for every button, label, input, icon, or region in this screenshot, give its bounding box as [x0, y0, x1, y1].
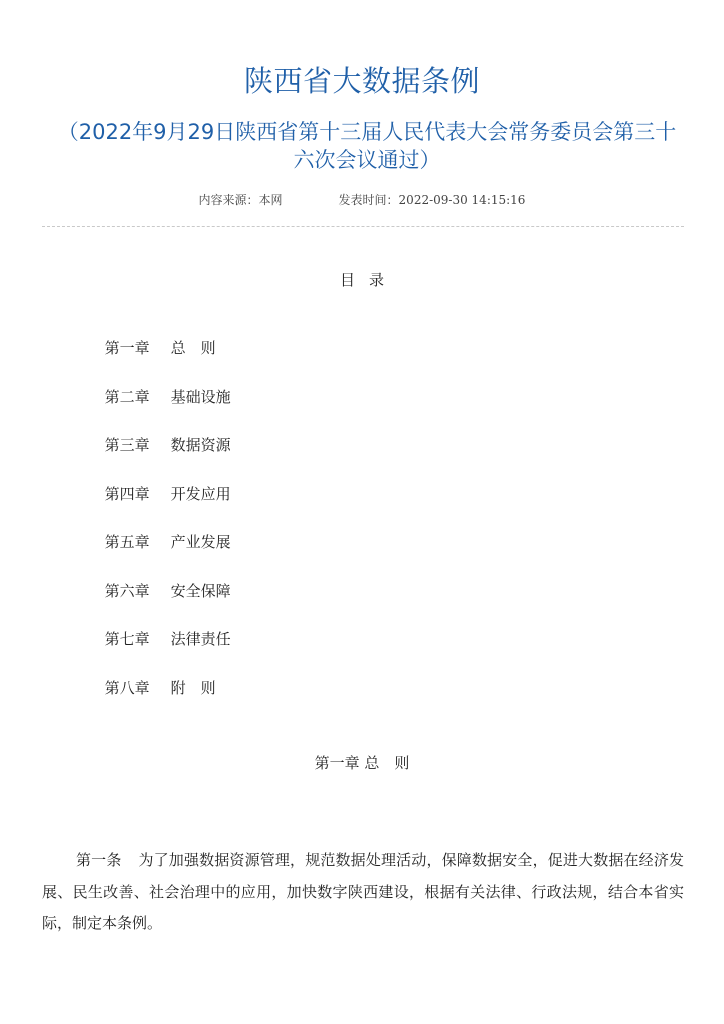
toc-item-chapter-6[interactable]	[76, 561, 231, 610]
toc-item-chapter-4[interactable]	[76, 464, 231, 513]
toc-item-chapter-2[interactable]	[76, 367, 231, 416]
toc-heading: 目录	[339, 271, 398, 289]
toc-chapter-name: 法律责任	[170, 630, 231, 648]
chapter-heading: 第一章 总 则	[314, 754, 410, 772]
article-label: 第一条	[76, 851, 122, 869]
toc-item-chapter-3[interactable]	[76, 415, 231, 464]
table-of-contents	[76, 318, 231, 706]
article-paragraph	[42, 845, 684, 940]
article-text: 为了加强数据资源管理，规范数据处理活动，保障数据安全，促进大数据在经济发展、民生改善、社会治理中的应用，加快数字陕西建设，根据有关法律、行政法规，结合本省实际，制定本条例。	[42, 851, 684, 932]
toc-item-chapter-7[interactable]	[76, 609, 231, 658]
toc-chapter-name: 基础设施	[170, 387, 231, 406]
toc-chapter-name: 数据资源	[170, 436, 231, 454]
toc-chapter-number: 第一章	[104, 339, 150, 357]
toc-chapter-number: 第五章	[104, 533, 150, 551]
toc-item-chapter-1[interactable]	[76, 318, 231, 367]
toc-item-chapter-5[interactable]	[76, 512, 231, 561]
content-source: 内容来源：本网	[198, 193, 283, 207]
toc-chapter-name: 开发应用	[170, 484, 231, 503]
page-title: 陕西省大数据条例	[243, 64, 480, 98]
toc-chapter-number: 第六章	[104, 581, 150, 600]
toc-chapter-number: 第七章	[104, 630, 150, 648]
toc-chapter-name: 安全保障	[170, 581, 231, 600]
toc-item-chapter-8[interactable]	[76, 658, 231, 707]
article-meta	[0, 192, 724, 208]
toc-chapter-name: 产业发展	[170, 533, 231, 551]
toc-chapter-name: 附 则	[170, 678, 216, 697]
toc-chapter-number: 第三章	[104, 436, 150, 454]
toc-chapter-number: 第四章	[104, 484, 150, 503]
header-divider	[42, 226, 684, 227]
publish-time: 发表时间：2022-09-30 14:15:16	[338, 193, 526, 207]
toc-chapter-number: 第二章	[104, 387, 150, 406]
toc-chapter-number: 第八章	[104, 678, 150, 697]
toc-chapter-name: 总 则	[170, 339, 216, 357]
page-subtitle: （2022年9月29日陕西省第十三届人民代表大会常务委员会第三十六次会议通过）	[57, 120, 677, 172]
